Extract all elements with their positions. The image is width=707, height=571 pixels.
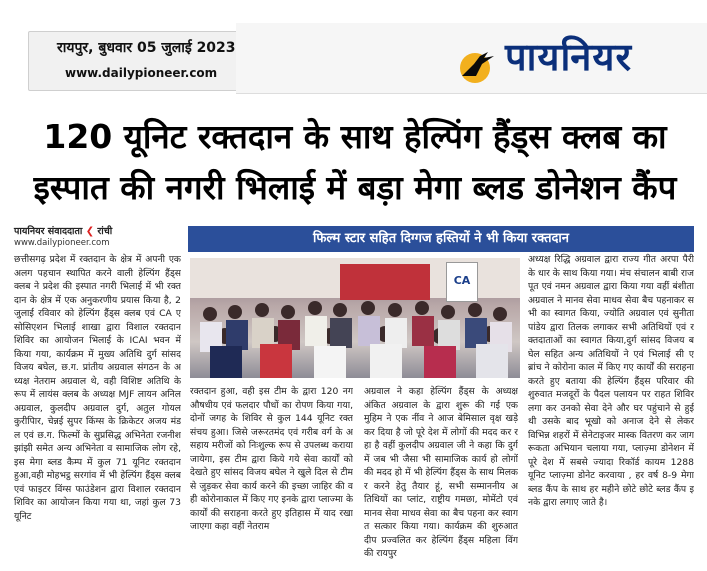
edition-date: रायपुर, बुधवार 05 जुलाई 2023 xyxy=(57,40,236,56)
byline-website[interactable]: www.dailypioneer.com xyxy=(14,238,110,248)
headline-line-1: 120 यूनिट रक्तदान के साथ हेल्पिंग हैंड्स क्लब का xyxy=(43,117,667,156)
leaping-deer-icon xyxy=(458,46,498,86)
headline-line-2: इस्पात की नगरी भिलाई में बड़ा मेगा ब्लड डोनेशन कैंप xyxy=(33,168,677,207)
newspaper-logo: पायनियर xyxy=(505,34,632,79)
byline xyxy=(14,224,112,237)
article-column-4: अध्यक्ष रिद्धि अग्रवाल द्वारा राज्य गीत अरपा पैरी के धार के साथ किया गया। मंच संचालन बाबी राजपूत एवं नमन अग्रवाल द्वारा किया गया वहीं बंशीता अग्रवाल ने मानव सेवा माधव सेवा बैच पहनाकर सभी का स्वागत किया, ज्योति अग्रवाल एवं सुनीता पांडेय द्वारा तिलक लगाकर सभी अतिथियों एवं रक्तदाताओं का स्वागत किया,दुर्ग सांसद विजय बघेल सहित अन्य अतिथियों ने एवं भिलाई सी ए ब्रांच ने कोरोना काल में किए गए कार्यों की सराहना करते हुए बताया की हेल्पिंग हैंड्स परिवार की शुरुवात मजदूरों के पैदल पलायन पर राहत शिविर लगा कर उनको सेवा देने और घर पहुंचाने से हुई थी उसके बाद भूखो को अनाज देने से लेकर विभिन्न शहरों में सेनेटाइजर मास्क वितरण कर जागरूकता अभियान चलाया गया, प्लाज़्मा डोनेशन में पूरे देश में सबसे ज्यादा रिकॉर्ड कायम 1288 यूनिट प्लाज़्मा डोनेट करवाया , हर वर्ष 8-9 मेगा ब्लड कैंप के साथ हर महीने छोटे छोटे ब्लड कैंप इनके द्वारा लगाए जाते है। xyxy=(528,254,694,508)
date-box xyxy=(28,31,238,91)
article-column-3: अग्रवाल ने कहा हेल्पिंग हैंड्स के अध्यक्ष अंकित अग्रवाल के द्वारा शुरू की गई एक मुहिम ने एक नींव ने आज बेमिसाल वृक्ष खड़े कर दिया है जो पूरे देश में लोगों की मदद कर रहा है वहीं कुलदीप अग्रवाल जी ने कहा कि दुर्ग में जब भी जैसा भी सामाजिक कार्य हो लोगों की मदद हो में भी हेल्पिंग हैंड्स के साथ मिलकर करने हेतु तैयार हूं, सभी सम्माननीय अतिथियों का प्लांट, राष्ट्रीय गमछा, मोमेंटो एवं मानव सेवा माधव सेवा का बैच पहना कर स्वागत सत्कार किया गया। कार्यक्रम की शुरुआत दीप प्रज्वलित कर हेल्पिंग हैंड्स महिला विंग की रायपुर xyxy=(364,386,518,559)
byline-place: रांची xyxy=(97,226,113,237)
group-photo xyxy=(190,258,520,378)
group-photo-icon xyxy=(190,292,520,378)
article-column-1: छत्तीसगढ़ प्रदेश में रक्तदान के क्षेत्र में अपनी एक अलग पहचान स्थापित करने वाली हेल्पिंग हैंड्स क्लब ने प्रदेश की इस्पात नगरी भिलाई में भी रक्तदान के क्षेत्र में एक अनुकरणीय प्रयास किया है, 2 जुलाई रविवार को हेल्पिंग हैंड्स क्लब एवं CA एसोसिएशन भिलाई शाखा द्वारा विशाल रक्तदान शिविर का आयोजन भिलाई के ICAI भवन में किया गया, कार्यक्रम में मुख्य अतिथि दुर्ग सांसद विजय बघेल, छ.ग. प्रांतीय अग्रवाल संगठन के अध्यक्ष नेतराम अग्रवाल थे, वही विशिष्ट अतिथि के रूप में लायंस क्लब के अध्यक्ष MJF लायन अनिल अग्रवाल, कुलदीप अग्रवाल दुर्ग, अतुल गोयल कुरीपिार, चेन्नई सुपर किंग्स के क्रिकेटर अजय मंडल एवं छ.ग. फिल्मों के सुप्रसिद्ध अभिनेता रजनीश झांझी समेत अन्य अभिनेता व सामाजिक लोग रहे,इस मेगा ब्लड कैम्प में कुल 71 यूनिट रक्तदान हुआ,वही मोहभट्ठ सरगांव में भी हेल्पिंग हैंड्स क्लब एवं फाइटर विंग्स फाउंडेशन द्वारा विशाल रक्तदान शिविर का आयोजन किया गया था, जहां कुल 73 यूनिट xyxy=(14,254,181,522)
subheading-banner: फिल्म स्टार सहित दिग्गज हस्तियों ने भी किया रक्तदान xyxy=(188,226,694,252)
photo-ca-poster: CA xyxy=(446,262,478,302)
byline-author: पायनियर संवाददाता xyxy=(14,226,83,237)
arrow-icon: ❮ xyxy=(85,226,95,237)
website-url[interactable]: www.dailypioneer.com xyxy=(65,66,218,80)
article-column-2: रक्तदान हुआ, वही इस टीम के द्वारा 120 नग औषधीय एवं फलदार पौधों का रोपण किया गया, दोनों जगह के शिविर से कुल 144 यूनिट रक्त संचय हुआ। जिसे जरूरतमंद एवं गरीब वर्ग के असहाय मरीजों को निःशुल्क रूप से उपलब्ध कराया जायेगा, इस टीम द्वारा किये गये सेवा कार्यों को देखते हुए सांसद विजय बघेल ने खुले दिल से टीम से जुड़कर सेवा कार्य करने की इच्छा जाहिर की वही कोरोनाकाल में किए गए इनके द्वारा प्लाज्मा के कार्यों की सराहना करते हुए इतिहास में याद रखा जाएगा कहा वहीं नेतराम xyxy=(190,386,353,532)
